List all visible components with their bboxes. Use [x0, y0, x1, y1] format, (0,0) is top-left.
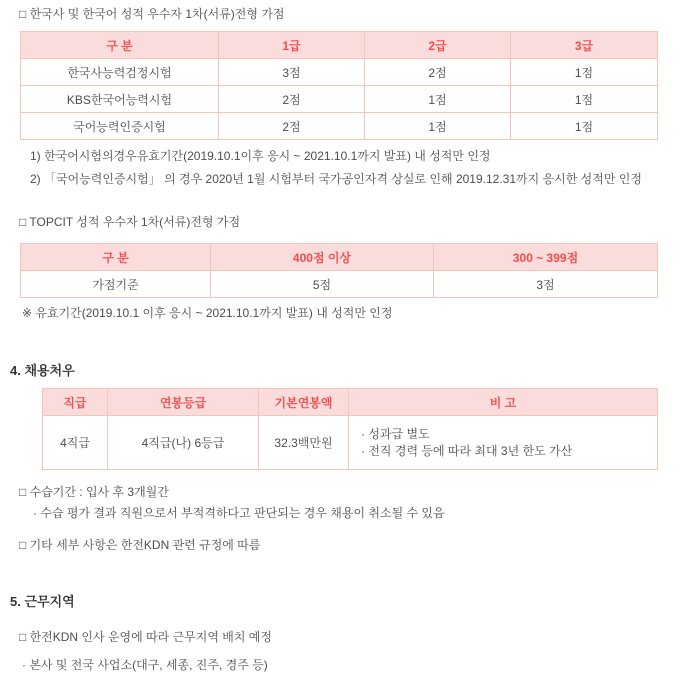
score-cell: 3점: [219, 59, 365, 86]
table-header-row: [43, 389, 658, 416]
footnote-1: 1) 한국어시험의경우유효기간(2019.10.1이후 응시 ~ 2021.10.1까지 발표) 내 성적만 인정: [30, 149, 491, 163]
score-cell: 2점: [365, 59, 511, 86]
table-header-row: [21, 32, 658, 59]
score-cell: 1점: [365, 86, 511, 113]
remarks-line: · 전직 경력 등에 따라 최대 3년 한도 가산: [361, 443, 573, 458]
score-cell: 1점: [365, 113, 511, 140]
location-assignment-note: □ 한전KDN 인사 운영에 따라 근무지역 배치 예정: [19, 630, 272, 644]
column-header: 300 ~ 399점: [434, 244, 658, 271]
topcit-bonus-title: □ TOPCIT 성적 우수자 1차(서류)전형 가점: [19, 215, 241, 229]
base-salary-cell: 32.3백만원: [259, 416, 349, 470]
validity-note: ※ 유효기간(2019.10.1 이후 응시 ~ 2021.10.1까지 발표) 내 성적만 인정: [22, 306, 393, 320]
table-header-row: [21, 244, 658, 271]
column-header: 기본연봉액: [259, 389, 349, 416]
column-header: 400점 이상: [211, 244, 434, 271]
location-offices-note: · 본사 및 전국 사업소(대구, 세종, 진주, 경주 등): [22, 658, 268, 672]
score-cell: 2점: [219, 86, 365, 113]
salary-grade-cell: 4직급(나) 6등급: [108, 416, 259, 470]
score-cell: 1점: [511, 59, 658, 86]
score-cell: 3점: [434, 271, 658, 298]
exam-name-cell: 한국사능력검정시험: [21, 59, 219, 86]
exam-name-cell: KBS한국어능력시험: [21, 86, 219, 113]
table-row: [43, 416, 658, 470]
score-cell: 2점: [219, 113, 365, 140]
column-header: 2급: [365, 32, 511, 59]
table-row: [21, 113, 658, 140]
table-row: [21, 271, 658, 298]
section-heading-location: 5. 근무지역: [10, 594, 75, 609]
column-header: 구 분: [21, 32, 219, 59]
criteria-cell: 가점기준: [21, 271, 211, 298]
exam-name-cell: 국어능력인증시험: [21, 113, 219, 140]
probation-period: □ 수습기간 : 입사 후 3개월간: [19, 485, 169, 499]
column-header: 구 분: [21, 244, 211, 271]
score-cell: 5점: [211, 271, 434, 298]
remarks-cell: [349, 416, 658, 470]
probation-note: · 수습 평가 결과 직원으로서 부적격하다고 판단되는 경우 채용이 취소될 수 있음: [33, 506, 445, 520]
column-header: 1급: [219, 32, 365, 59]
footnote-2: 2) 「국어능력인증시험」 의 경우 2020년 1월 시험부터 국가공인자격 상실로 인해 2019.12.31까지 응시한 성적만 인정: [30, 172, 642, 186]
score-cell: 1점: [511, 113, 658, 140]
topcit-bonus-table: [20, 243, 658, 298]
column-header: 직급: [43, 389, 108, 416]
korean-bonus-title: □ 한국사 및 한국어 성적 우수자 1차(서류)전형 가점: [19, 7, 285, 21]
etc-regulations-note: □ 기타 세부 사항은 한전KDN 관련 규정에 따름: [19, 538, 261, 552]
table-row: [21, 86, 658, 113]
column-header: 비 고: [349, 389, 658, 416]
table-row: [21, 59, 658, 86]
section-heading-treatment: 4. 채용처우: [10, 363, 75, 378]
column-header: 3급: [511, 32, 658, 59]
recruitment-notice-page: [0, 7, 680, 691]
score-cell: 1점: [511, 86, 658, 113]
treatment-table: [42, 388, 658, 470]
column-header: 연봉등급: [108, 389, 259, 416]
grade-cell: 4직급: [43, 416, 108, 470]
korean-bonus-table: [20, 31, 658, 140]
remarks-line: · 성과급 별도: [361, 426, 430, 441]
